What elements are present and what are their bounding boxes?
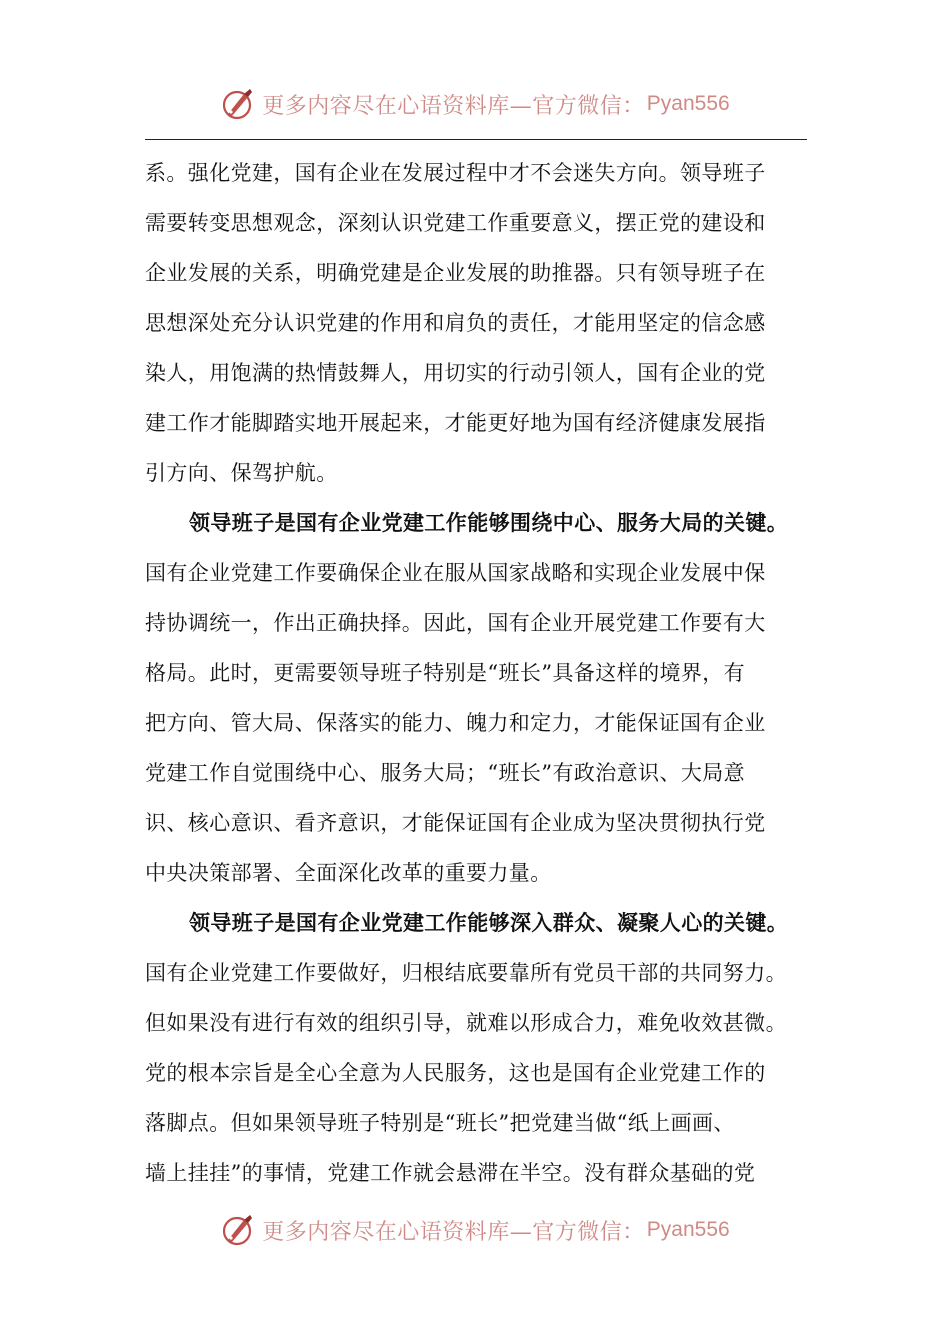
text-line: 思想深处充分认识党建的作用和肩负的责任，才能用坚定的信念感 xyxy=(145,311,766,335)
footer-banner xyxy=(0,1210,950,1250)
pen-logo-icon xyxy=(220,1212,256,1248)
pen-logo-icon xyxy=(220,86,256,122)
text-line: 持协调统一，作出正确抉择。因此，国有企业开展党建工作要有大 xyxy=(145,611,766,635)
header-banner xyxy=(0,84,950,124)
banner-wechat-id: Pyan556 xyxy=(646,1218,730,1241)
text-line: 墙上挂挂”的事情，党建工作就会悬滞在半空。没有群众基础的党 xyxy=(145,1161,756,1185)
text-line: 党的根本宗旨是全心全意为人民服务，这也是国有企业党建工作的 xyxy=(145,1061,766,1085)
text-line: 建工作才能脚踏实地开展起来，才能更好地为国有经济健康发展指 xyxy=(145,411,766,435)
section-heading: 领导班子是国有企业党建工作能够围绕中心、服务大局的关键。 xyxy=(189,510,789,535)
text-line: 需要转变思想观念，深刻认识党建工作重要意义，摆正党的建设和 xyxy=(145,211,766,235)
text-line: 国有企业党建工作要确保企业在服从国家战略和实现企业发展中保 xyxy=(145,561,766,585)
text-line: 引方向、保驾护航。 xyxy=(145,461,338,485)
text-line: 国有企业党建工作要做好，归根结底要靠所有党员干部的共同努力。 xyxy=(145,961,787,985)
text-line: 企业发展的关系，明确党建是企业发展的助推器。只有领导班子在 xyxy=(145,261,766,285)
text-line: 党建工作自觉围绕中心、服务大局；“班长”有政治意识、大局意 xyxy=(145,761,746,785)
header-divider xyxy=(145,139,807,140)
text-line: 把方向、管大局、保落实的能力、魄力和定力，才能保证国有企业 xyxy=(145,711,766,735)
document-body xyxy=(145,148,807,1198)
banner-text: 更多内容尽在心语资料库—官方微信： xyxy=(262,1219,645,1245)
banner-text: 更多内容尽在心语资料库—官方微信： xyxy=(262,93,645,119)
section-heading: 领导班子是国有企业党建工作能够深入群众、凝聚人心的关键。 xyxy=(189,910,789,935)
text-line: 格局。此时，更需要领导班子特别是“班长”具备这样的境界，有 xyxy=(145,661,746,685)
text-line: 中央决策部署、全面深化改革的重要力量。 xyxy=(145,861,552,885)
text-line: 系。强化党建，国有企业在发展过程中才不会迷失方向。领导班子 xyxy=(145,161,766,185)
text-line: 但如果没有进行有效的组织引导，就难以形成合力，难免收效甚微。 xyxy=(145,1011,787,1035)
text-line: 落脚点。但如果领导班子特别是“班长”把党建当做“纸上画画、 xyxy=(145,1111,735,1135)
text-line: 识、核心意识、看齐意识，才能保证国有企业成为坚决贯彻执行党 xyxy=(145,811,766,835)
text-line: 染人，用饱满的热情鼓舞人，用切实的行动引领人，国有企业的党 xyxy=(145,361,766,385)
banner-wechat-id: Pyan556 xyxy=(646,92,730,115)
